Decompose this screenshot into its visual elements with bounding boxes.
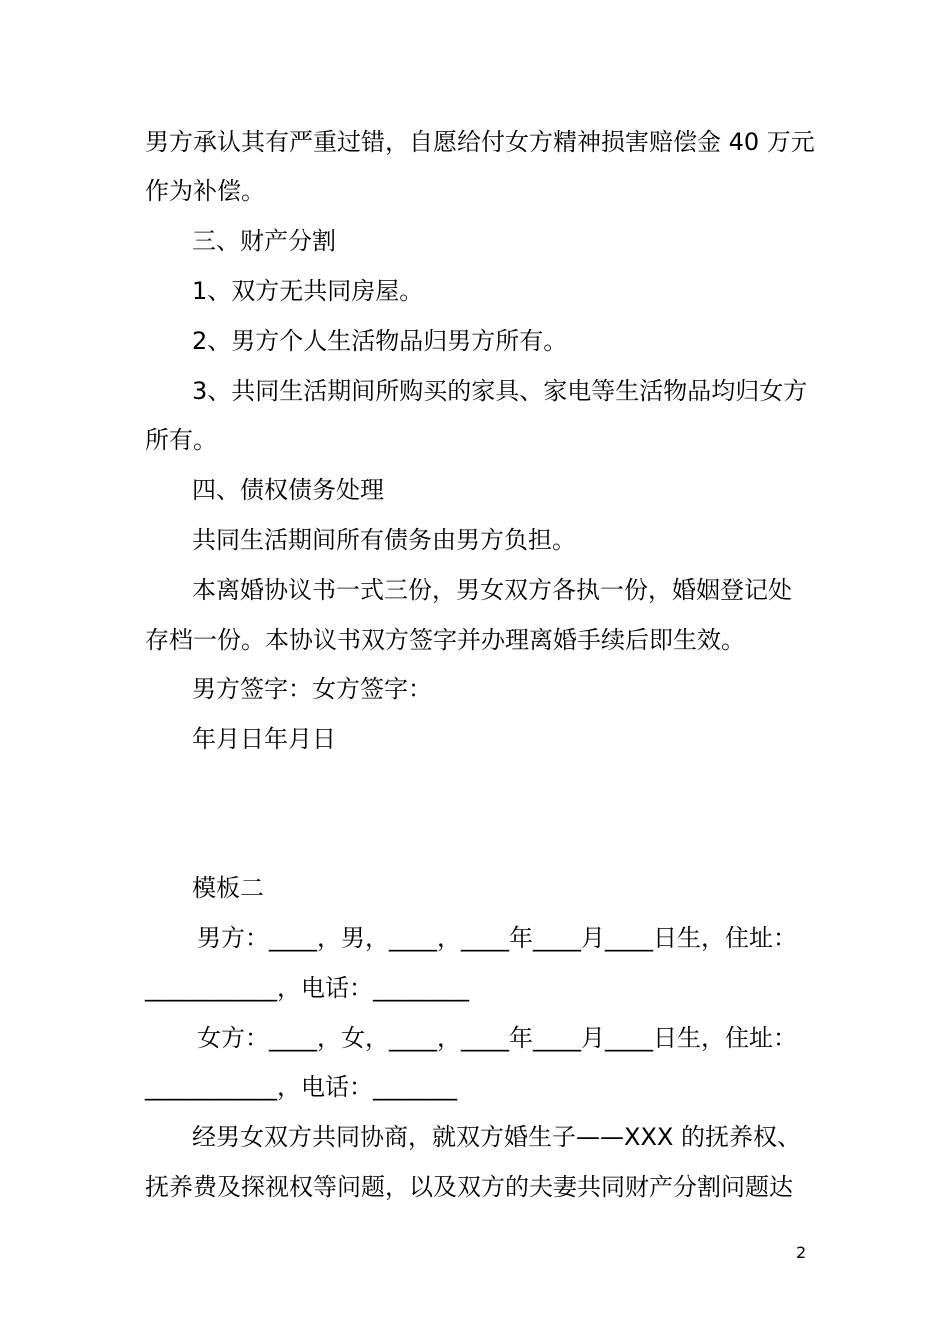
text-line-compensation: 男方承认其有严重过错，自愿给付女方精神损害赔偿金 40 万元 [145, 128, 815, 156]
text-line-copies: 本离婚协议书一式三份，男女双方各执一份，婚姻登记处 [192, 576, 792, 604]
text-line-item-2: 2、男方个人生活物品归男方所有。 [192, 327, 568, 355]
female-party-line-cont: ___________，电话：_______ [145, 1073, 457, 1101]
text-line-debt: 共同生活期间所有债务由男方负担。 [192, 526, 576, 554]
female-party-line: 女方：____，女，____，____年____月____日生，住址： [197, 1024, 797, 1052]
signature-line: 男方签字：女方签字： [192, 675, 432, 703]
date-line: 年月日年月日 [192, 725, 336, 753]
template-heading: 模板二 [192, 874, 264, 902]
text-line-copies-cont: 存档一份。本协议书双方签字并办理离婚手续后即生效。 [145, 626, 745, 654]
male-party-line: 男方：____，男，____，____年____月____日生，住址： [197, 924, 797, 952]
text-line-compensation-cont: 作为补偿。 [145, 177, 265, 205]
male-party-line-cont: ___________，电话：________ [145, 974, 469, 1002]
text-line-item-3-cont: 所有。 [145, 426, 217, 454]
text-line-item-1: 1、双方无共同房屋。 [192, 277, 424, 305]
page-number: 2 [796, 1243, 807, 1262]
section-heading-property: 三、财产分割 [192, 227, 336, 255]
text-line-negotiation: 经男女双方共同协商，就双方婚生子——XXX 的抚养权、 [192, 1123, 801, 1151]
text-line-item-3: 3、共同生活期间所购买的家具、家电等生活物品均归女方 [192, 377, 808, 405]
text-line-negotiation-cont: 抚养费及探视权等问题，以及双方的夫妻共同财产分割问题达 [145, 1173, 793, 1201]
section-heading-debt: 四、债权债务处理 [192, 476, 384, 504]
